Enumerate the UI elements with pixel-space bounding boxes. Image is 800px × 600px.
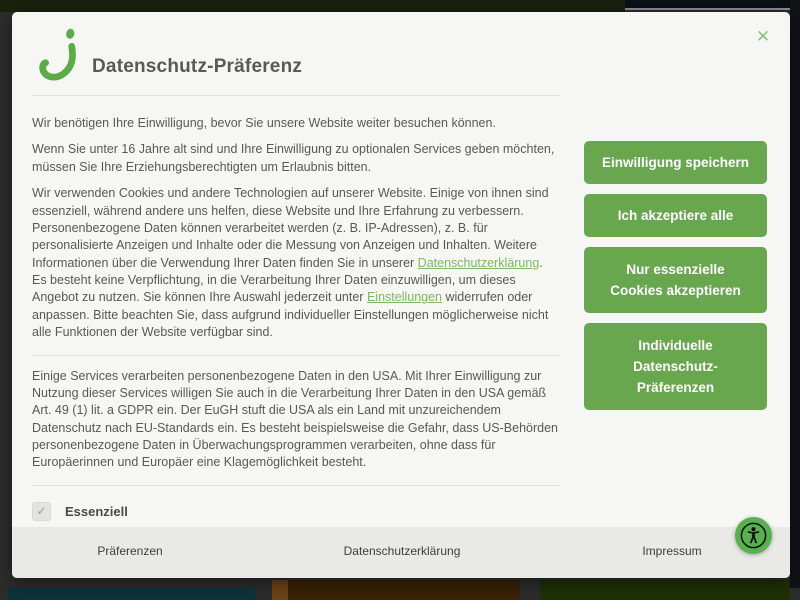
dialog-title: Datenschutz-Präferenz — [92, 56, 303, 77]
divider — [32, 355, 560, 356]
background-right-edge — [790, 0, 800, 588]
accept-essential-only-button[interactable]: Nur essenzielle Cookies akzeptieren — [584, 247, 767, 313]
privacy-consent-dialog — [12, 12, 790, 578]
background-card-orange — [272, 580, 520, 600]
footer-link-privacy-policy[interactable]: Datenschutzerklärung — [343, 544, 461, 558]
accessibility-icon — [738, 520, 769, 551]
minors-text: Wenn Sie unter 16 Jahre alt sind und Ihre Einwilligung zu optionalen Services geben möchten, müssen Sie Ihre Erziehungsberechtigten um Erlaubnis bitten. — [32, 142, 555, 174]
settings-link[interactable]: Einstellungen — [366, 290, 443, 305]
brand-logo-icon — [34, 25, 92, 85]
accessibility-widget-button[interactable] — [735, 517, 772, 554]
essential-consent-row — [32, 502, 560, 521]
essential-checkbox[interactable]: ✓ — [32, 502, 51, 521]
cookies-text: Wir verwenden Cookies und andere Technologien auf unserer Website. Einige von ihnen sind essenziell, während andere uns helfen, diese Website und Ihre Erfahrung zu verbessern. Personenbezogene Daten können verarbeitet werden (z. B. IP-Adressen), z. B. für personalisierte Anzeigen und Inhalte oder die Messung von Anzeigen und Inhalten. Weitere Informationen über die Verwendung Ihrer Daten finden Sie in unserer Datenschutzerklärung. Es besteht keine Verpflichtung, in die Verarbeitung Ihrer Daten einzuwilligen, um dieses Angebot zu nutzen. Sie können Ihre Auswahl jederzeit unter Einstellungen widerrufen oder anpassen. Bitte beachten Sie, dass aufgrund individueller Einstellungen möglicherweise nicht alle Funktionen der Website verfügbar sind. — [32, 186, 549, 340]
divider — [32, 485, 560, 486]
dialog-header — [12, 12, 790, 95]
save-consent-button[interactable]: Einwilligung speichern — [584, 141, 767, 184]
dialog-footer — [12, 527, 790, 578]
usa-transfer-text: Einige Services verarbeiten personenbezogene Daten in den USA. Mit Ihrer Einwilligung zur Nutzung dieser Services willigen Sie auch in die Verarbeitung Ihrer Daten in den USA gemäß Art. 49 (1) lit. a GDPR ein. Der EuGH stuft die USA als ein Land mit unzureichendem Datenschutz nach EU-Standards ein. Es besteht beispielsweise die Gefahr, dass US-Behörden personenbezogene Daten in Überwachungsprogrammen verarbeiten, ohne dass für Europäerinnen und Europäer eine Klagemöglichkeit besteht. — [32, 368, 558, 470]
close-icon[interactable]: ✕ — [752, 26, 774, 48]
background-card-teal — [8, 588, 255, 600]
footer-link-preferences[interactable]: Präferenzen — [97, 544, 163, 558]
background-header-bar-left — [0, 0, 625, 12]
footer-link-imprint[interactable]: Impressum — [642, 544, 702, 558]
background-card-green — [540, 580, 790, 600]
intro-text: Wir benötigen Ihre Einwilligung, bevor Sie unsere Website weiter besuchen können. — [32, 116, 496, 130]
essential-checkbox-label: Essenziell — [65, 503, 128, 519]
background-header-bar-right — [625, 0, 800, 10]
accept-all-button[interactable]: Ich akzeptiere alle — [584, 194, 767, 237]
privacy-policy-link[interactable]: Datenschutzerklärung — [417, 255, 540, 270]
individual-preferences-button[interactable]: Individuelle Datenschutz-Präferenzen — [584, 323, 767, 410]
consent-actions — [584, 141, 767, 410]
divider — [32, 95, 560, 96]
consent-text-column — [32, 95, 560, 521]
